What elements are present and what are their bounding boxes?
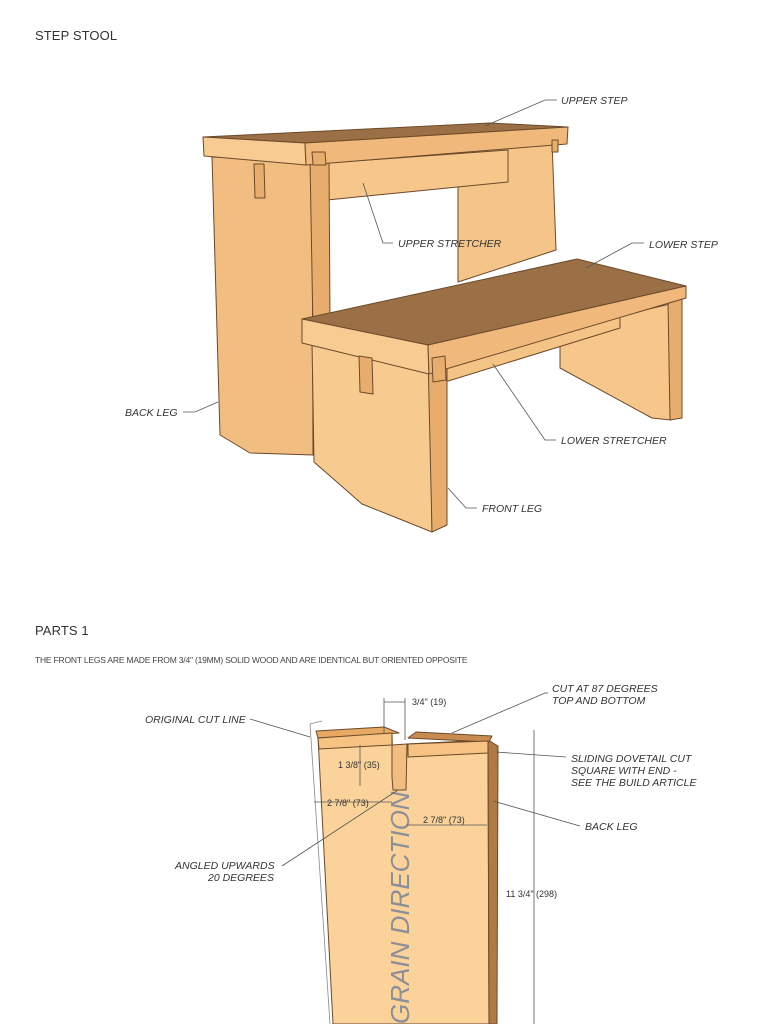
label-dovetail-line2: SQUARE WITH END -	[571, 765, 677, 777]
label-lower-step: LOWER STEP	[649, 239, 718, 251]
leg-side-edge	[488, 740, 498, 1024]
label-angled-line2: 20 DEGREES	[208, 872, 274, 884]
label-cut-87-line1: CUT AT 87 DEGREES	[552, 683, 658, 695]
dim-height: 11 3/4" (298)	[506, 889, 558, 899]
label-part-back-leg: BACK LEG	[585, 821, 638, 833]
label-cut-87-line2: TOP AND BOTTOM	[552, 695, 646, 707]
label-original-cut-line: ORIGINAL CUT LINE	[145, 714, 246, 726]
label-dovetail-line1: SLIDING DOVETAIL CUT	[571, 753, 692, 765]
page-title: STEP STOOL	[35, 28, 118, 43]
leader-dovetail	[496, 752, 566, 757]
dim-thickness: 3/4" (19)	[412, 697, 447, 707]
leader-part-back-leg	[493, 801, 580, 826]
dovetail-slot	[392, 744, 407, 790]
parts-note: THE FRONT LEGS ARE MADE FROM 3/4" (19MM) SOLID WOOD AND ARE IDENTICAL BUT ORIENTED OPPOSITE	[35, 655, 468, 665]
label-back-leg: BACK LEG	[125, 407, 178, 419]
label-angled-line1: ANGLED UPWARDS	[175, 860, 275, 872]
parts-title: PARTS 1	[35, 623, 89, 638]
label-lower-stretcher: LOWER STRETCHER	[561, 435, 667, 447]
dim-right-width: 2 7/8" (73)	[423, 815, 465, 825]
grain-direction-text: GRAIN DIRECTION	[385, 791, 415, 1024]
dim-left-width: 2 7/8" (73)	[327, 798, 369, 808]
label-upper-stretcher: UPPER STRETCHER	[398, 238, 502, 250]
original-cut-line-top	[310, 721, 322, 724]
leg-top-right	[408, 732, 492, 742]
leader-cut-87	[452, 693, 548, 733]
label-dovetail-line3: SEE THE BUILD ARTICLE	[571, 777, 697, 789]
dim-slot-depth: 1 3/8" (35)	[338, 760, 380, 770]
label-front-leg: FRONT LEG	[482, 503, 543, 515]
leader-original-cut	[250, 719, 310, 737]
label-upper-step: UPPER STEP	[561, 95, 628, 107]
